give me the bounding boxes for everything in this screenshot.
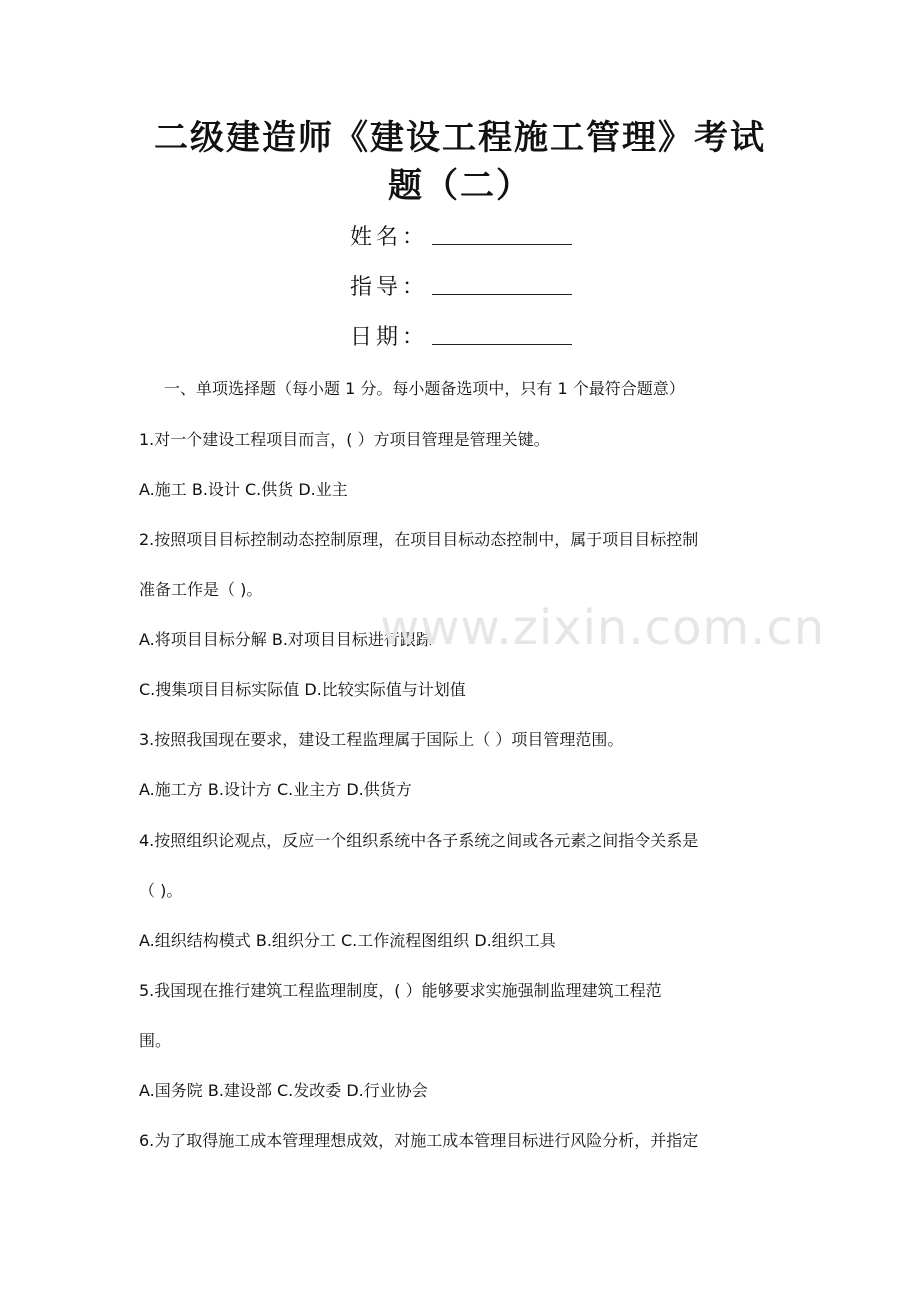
question-5-continued: 围。 — [139, 1031, 172, 1050]
question-5: 5.我国现在推行建筑工程监理制度，( ）能够要求实施强制监理建筑工程范 — [139, 981, 662, 1000]
question-2-options-cd: C.搜集项目目标实际值 D.比较实际值与计划值 — [139, 680, 466, 699]
question-4: 4.按照组织论观点，反应一个组织系统中各子系统之间或各元素之间指令关系是 — [139, 831, 699, 850]
question-3-options: A.施工方 B.设计方 C.业主方 D.供货方 — [139, 780, 412, 799]
guide-blank[interactable] — [432, 270, 572, 295]
document-title-line-2: 题（二） — [388, 166, 532, 206]
date-label: 日期： — [350, 325, 429, 350]
question-1-options: A.施工 B.设计 C.供货 D.业主 — [139, 480, 348, 499]
section-heading: 一、单项选择题（每小题 1 分。每小题备选项中，只有 1 个最符合题意） — [164, 379, 685, 398]
document-title-line-1: 二级建造师《建设工程施工管理》考试 — [154, 118, 766, 158]
name-field — [350, 220, 572, 256]
watermark: www.zixin.com.cn — [380, 600, 826, 656]
question-6: 6.为了取得施工成本管理理想成效，对施工成本管理目标进行风险分析，并指定 — [139, 1131, 699, 1150]
date-blank[interactable] — [432, 320, 572, 345]
question-3: 3.按照我国现在要求，建设工程监理属于国际上（ ）项目管理范围。 — [139, 730, 624, 749]
question-1: 1.对一个建设工程项目而言，( ）方项目管理是管理关键。 — [139, 430, 550, 449]
guide-label: 指导： — [350, 275, 429, 300]
guide-field — [350, 270, 572, 306]
name-blank[interactable] — [432, 220, 572, 245]
question-2-options-ab: A.将项目目标分解 B.对项目目标进行跟踪 — [139, 630, 432, 649]
question-4-continued: （ )。 — [139, 881, 183, 900]
date-field — [350, 320, 572, 356]
name-label: 姓名： — [350, 225, 429, 250]
question-5-options: A.国务院 B.建设部 C.发改委 D.行业协会 — [139, 1081, 428, 1100]
question-4-options: A.组织结构模式 B.组织分工 C.工作流程图组织 D.组织工具 — [139, 931, 556, 950]
question-2: 2.按照项目目标控制动态控制原理，在项目目标动态控制中，属于项目目标控制 — [139, 530, 699, 549]
question-2-continued: 准备工作是（ )。 — [139, 580, 263, 599]
